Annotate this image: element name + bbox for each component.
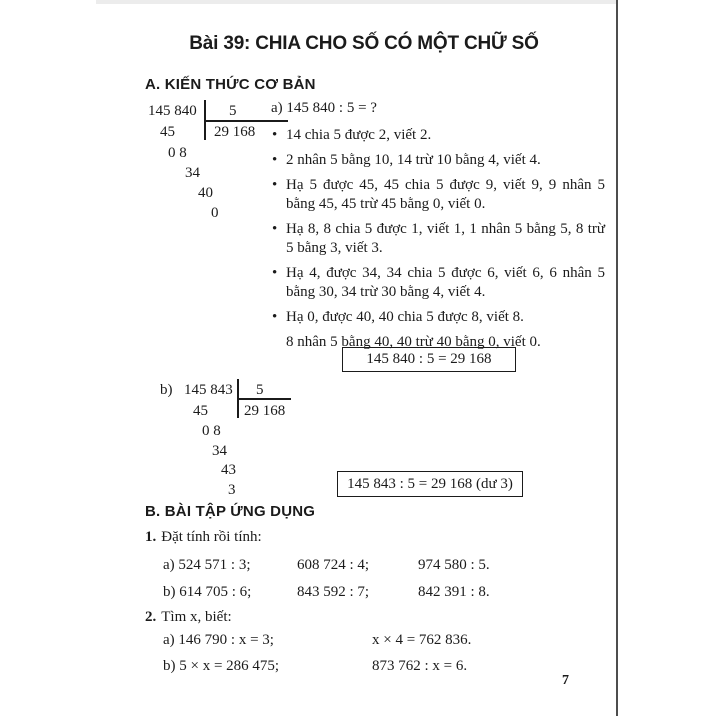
division-b-divisor: 5 (256, 382, 264, 398)
bullet-item (271, 176, 605, 214)
bullet-icon: • (272, 127, 278, 143)
exercise-2-title (145, 608, 232, 627)
bullet-item (271, 264, 605, 302)
bullet-icon: • (272, 177, 278, 193)
exercise-1b-item-2: 843 592 : 7; (297, 584, 370, 600)
division-b-step-2: 0 8 (202, 423, 221, 439)
bullet-text: Hạ 0, được 40, 40 chia 5 được 8, viết 8. (286, 309, 524, 325)
bullet-text: Hạ 8, 8 chia 5 được 1, viết 1, 1 nhân 5 bằng 5, 8 trừ 5 bằng 3, viết 3. (286, 221, 605, 256)
division-b-dividend: 145 843 (184, 382, 233, 398)
exercise-1a-item-3: 974 580 : 5. (418, 557, 490, 573)
bullet-item (271, 126, 605, 145)
exercise-1b-item-1: b) 614 705 : 6; (163, 584, 252, 600)
bullet-text: Hạ 4, được 34, 34 chia 5 được 6, viết 6, 6 nhân 5 bằng 30, 34 trừ 30 bằng 4, viết 4. (286, 265, 605, 300)
exercise-2a-item-1: a) 146 790 : x = 3; (163, 632, 274, 648)
exercise-1a-item-1: a) 524 571 : 3; (163, 557, 251, 573)
division-a-step-5: 0 (211, 205, 219, 221)
division-b-quotient: 29 168 (244, 403, 286, 419)
page-number: 7 (562, 673, 569, 688)
bullet-icon: • (272, 152, 278, 168)
division-b-label: b) (160, 382, 173, 398)
exercise-1b-item-3: 842 391 : 8. (418, 584, 490, 600)
exercise-1-number: 1. (145, 529, 157, 545)
bullet-item (271, 151, 605, 170)
division-a-step-2: 0 8 (168, 145, 187, 161)
section-a-heading: A. KIẾN THỨC CƠ BẢN (145, 76, 316, 93)
bullet-item (271, 220, 605, 258)
exercise-2b-item-2: 873 762 : x = 6. (372, 658, 468, 674)
bullet-icon: • (272, 265, 278, 281)
exercise-1-title (145, 528, 262, 547)
bullet-text: Hạ 5 được 45, 45 chia 5 được 9, viết 9, 9 nhân 5 bằng 45, 45 trừ 45 bằng 0, viết 0. (286, 177, 605, 212)
division-a-dividend: 145 840 (148, 103, 197, 119)
exercise-1a-item-2: 608 724 : 4; (297, 557, 370, 573)
bullet-text: 14 chia 5 được 2, viết 2. (286, 127, 432, 143)
page-right-edge-line (616, 0, 618, 716)
result-box-a: 145 840 : 5 = 29 168 (342, 347, 516, 372)
example-a-heading: a) 145 840 : 5 = ? (271, 100, 377, 116)
exercise-2b-item-1: b) 5 × x = 286 475; (163, 658, 280, 674)
page-top-edge (96, 0, 617, 4)
bullet-text: 2 nhân 5 bằng 10, 14 trừ 10 bằng 4, viết 4. (286, 152, 541, 168)
bullet-icon: • (272, 221, 278, 237)
division-b-step-5: 3 (228, 482, 236, 498)
division-b-step-3: 34 (212, 443, 227, 459)
bullet-continuation-line: 8 nhân 5 bằng 40, 40 trừ 40 bằng 0, viết 0. (286, 334, 541, 350)
division-a-quotient: 29 168 (214, 124, 256, 140)
division-a-step-4: 40 (198, 185, 213, 201)
division-a-divisor: 5 (229, 103, 237, 119)
division-b-step-4: 43 (221, 462, 236, 478)
bullet-item (271, 308, 605, 327)
division-b-step-1: 45 (193, 403, 208, 419)
division-a-step-3: 34 (185, 165, 200, 181)
exercise-2a-item-2: x × 4 = 762 836. (372, 632, 472, 648)
page-title: Bài 39: CHIA CHO SỐ CÓ MỘT CHỮ SỐ (189, 33, 539, 54)
exercise-1-title-text: Đặt tính rồi tính: (161, 529, 262, 545)
division-a-step-1: 45 (160, 124, 175, 140)
bullet-icon: • (272, 309, 278, 325)
result-box-b: 145 843 : 5 = 29 168 (dư 3) (337, 471, 523, 497)
section-b-heading: B. BÀI TẬP ỨNG DỤNG (145, 503, 316, 520)
exercise-2-number: 2. (145, 609, 157, 625)
division-b-horizontal-line (237, 398, 291, 400)
example-a-explanation (271, 99, 605, 352)
exercise-2-title-text: Tìm x, biết: (161, 609, 232, 625)
